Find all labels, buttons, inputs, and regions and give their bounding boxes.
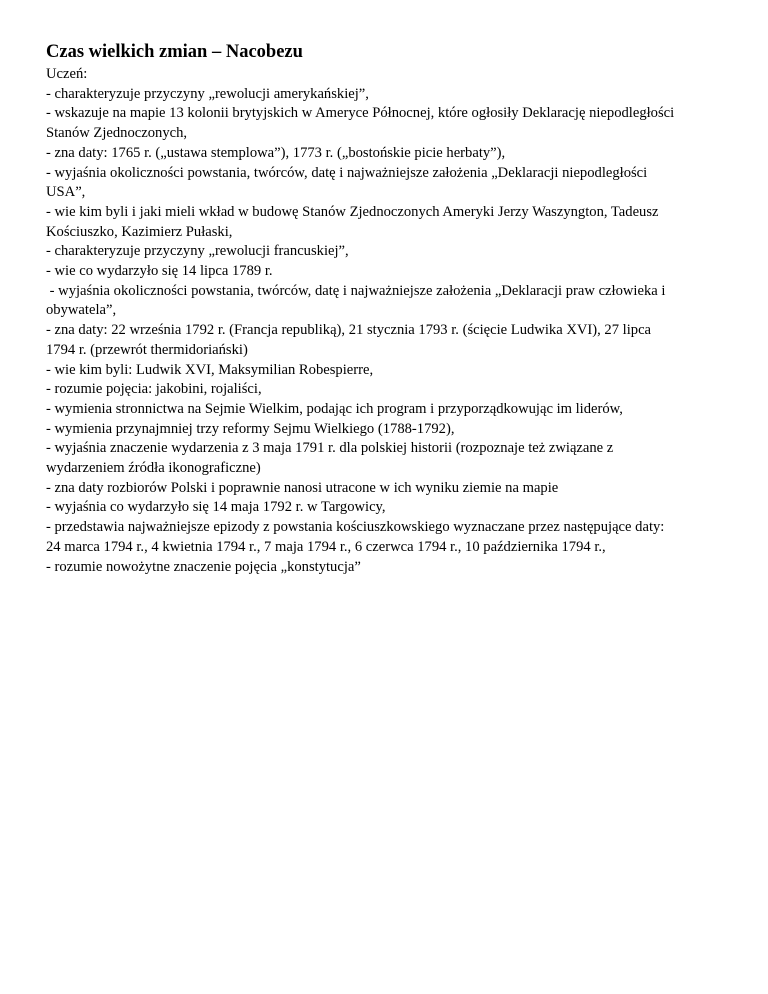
- text-line: - charakteryzuje przyczyny „rewolucji amerykańskiej”,: [46, 85, 369, 102]
- text-line: 1794 r. (przewrót thermidoriański): [46, 341, 248, 358]
- text-line: - zna daty: 1765 r. („ustawa stemplowa”), 1773 r. („bostońskie picie herbaty”),: [46, 144, 506, 161]
- text-line: Kościuszko, Kazimierz Pułaski,: [46, 223, 233, 240]
- text-line: Stanów Zjednoczonych,: [46, 125, 188, 142]
- text-line: - wie kim byli: Ludwik XVI, Maksymilian Robespierre,: [46, 361, 374, 378]
- text-line: USA”,: [46, 184, 86, 201]
- text-line: - wskazuje na mapie 13 kolonii brytyjskich w Ameryce Północnej, które ogłosiły Deklarację niepodległości: [46, 105, 675, 122]
- text-line: - wyjaśnia okoliczności powstania, twórców, datę i najważniejsze założenia „Deklaracji niepodległości: [46, 164, 648, 181]
- text-line: - rozumie pojęcia: jakobini, rojaliści,: [46, 381, 262, 398]
- text-line: - wie kim byli i jaki mieli wkład w budowę Stanów Zjednoczonych Ameryki Jerzy Waszyngton, Tadeusz: [46, 203, 659, 220]
- text-line: - wyjaśnia znaczenie wydarzenia z 3 maja 1791 r. dla polskiej historii (rozpoznaje też związane z: [46, 440, 614, 457]
- text-line: obywatela”,: [46, 302, 117, 319]
- text-line: - wymienia przynajmniej trzy reformy Sejmu Wielkiego (1788-1792),: [46, 420, 455, 437]
- text-line: - rozumie nowożytne znaczenie pojęcia „konstytucja”: [46, 558, 361, 575]
- text-line: - wyjaśnia okoliczności powstania, twórców, datę i najważniejsze założenia „Deklaracji praw człowieka i: [46, 282, 666, 299]
- text-line: - zna daty: 22 września 1792 r. (Francja republiką), 21 stycznia 1793 r. (ścięcie Ludwika XVI), 27 lipca: [46, 322, 652, 339]
- text-line: - zna daty rozbiorów Polski i poprawnie nanosi utracone w ich wyniku ziemie na mapie: [46, 479, 559, 496]
- text-line: - wie co wydarzyło się 14 lipca 1789 r.: [46, 263, 273, 280]
- text-line: - wymienia stronnictwa na Sejmie Wielkim, podając ich program i przyporządkowując im liderów,: [46, 400, 623, 417]
- text-line: - przedstawia najważniejsze epizody z powstania kościuszkowskiego wyznaczane przez następujące daty:: [46, 519, 665, 536]
- document-title: Czas wielkich zmian – Nacobezu: [46, 42, 303, 62]
- document-body: [46, 65, 736, 577]
- text-line: wydarzeniem źródła ikonograficzne): [46, 460, 261, 477]
- text-line: 24 marca 1794 r., 4 kwietnia 1794 r., 7 maja 1794 r., 6 czerwca 1794 r., 10 października 1794 r.,: [46, 538, 606, 555]
- document-page: [46, 40, 736, 577]
- text-line: - charakteryzuje przyczyny „rewolucji francuskiej”,: [46, 243, 349, 260]
- text-line: Uczeń:: [46, 66, 88, 82]
- text-line: - wyjaśnia co wydarzyło się 14 maja 1792 r. w Targowicy,: [46, 499, 386, 516]
